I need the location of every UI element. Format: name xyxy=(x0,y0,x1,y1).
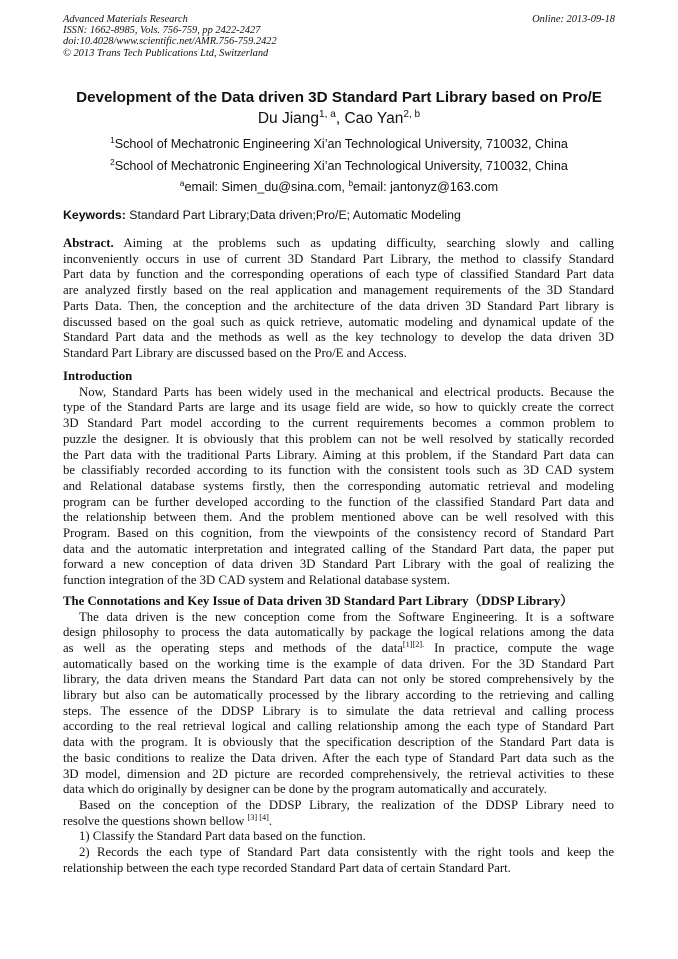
line-text: Part data by function and the corresponding operations of each type of classified Standard Part data xyxy=(63,267,614,282)
affiliation xyxy=(0,137,678,151)
text-line xyxy=(63,236,614,252)
affiliation-text: School of Mechatronic Engineering Xi’an Technological University, 710032, China xyxy=(114,137,568,151)
line-text: data and the automatic interpretation and integrated calling of the Standard Part data, the paper put xyxy=(63,541,614,556)
text-line xyxy=(63,657,614,673)
line-text: the Part data with the traditional Parts Library. Aiming at this problem, if the Standard Part data can xyxy=(63,447,614,462)
line-text: function integration of the 3D CAD system and Relational database system. xyxy=(63,573,451,588)
abstract xyxy=(63,236,614,362)
line-text: inconveniently occurs in use of current 3D Standard Part Library, the method to classify Standard xyxy=(63,251,614,266)
text-line xyxy=(63,861,614,877)
line-text: library, the data driven means the Standard Part data can not only be stored comprehensively by the xyxy=(63,672,614,687)
text-line xyxy=(63,735,614,751)
text-line xyxy=(63,573,614,589)
line-text: are analyzed firstly based on the real application and management requirements of the 3D Standard xyxy=(63,283,614,298)
email-text: email: Simen_du@sina.com, xyxy=(184,180,349,194)
line-text: forward a new conception of data driven 3D Standard Part Library with the goal of realizing the xyxy=(63,557,614,572)
line-text: puzzle the designer. It is obviously that this problem can not be well resolved by statically recorded xyxy=(63,431,614,446)
text-line xyxy=(63,782,614,798)
line-text: In practice, compute the wage xyxy=(424,640,614,655)
line-text: Aiming at the problems such as updating difficulty, searching slowly and calling xyxy=(113,236,614,250)
citation: [3] [4] xyxy=(247,812,269,822)
affiliation xyxy=(0,159,678,173)
text-line xyxy=(63,625,614,641)
abstract-label: Abstract. xyxy=(63,236,114,250)
text-line xyxy=(63,829,614,845)
line-text: Based on the conception of the DDSP Library, the realization of the DDSP Library need to xyxy=(79,797,614,812)
text-line xyxy=(63,315,614,331)
text-line xyxy=(63,330,614,346)
text-line xyxy=(63,542,614,558)
text-line xyxy=(63,416,614,432)
line-text: type of the Standard Parts are large and its usage field are wide, so how to quickly create the correct xyxy=(63,400,614,415)
line-text: data with the program. It is obviously that the specification description of the Standard Part data is xyxy=(63,735,614,750)
text-line xyxy=(63,719,614,735)
line-text: 2) Records the each type of Standard Part data consistently with the right tools and keep the xyxy=(79,845,614,860)
author-name: Du Jiang xyxy=(257,110,320,127)
line-text: according to the real retrieval logical and calling relationship among the each type of Standard Part xyxy=(63,719,614,734)
copyright: © 2013 Trans Tech Publications Ltd, Switzerland xyxy=(63,47,269,59)
line-text: The data driven is the new conception come from the Software Engineering. It is a software xyxy=(79,609,614,624)
text-line xyxy=(63,432,614,448)
text-line xyxy=(63,751,614,767)
keywords-text: Standard Part Library;Data driven;Pro/E; Automatic Modeling xyxy=(125,208,461,222)
text-line xyxy=(63,448,614,464)
keywords-label: Keywords: xyxy=(63,208,126,222)
citation: [1][2]. xyxy=(402,639,425,649)
line-text: relationship between the each type recorded Standard Part data of certain Standard Part. xyxy=(63,860,511,875)
line-text: 3D model, dimension and 2D picture are recorded comprehensively, the retrieval activities to these xyxy=(63,766,614,781)
journal-header xyxy=(63,14,277,59)
text-line xyxy=(63,495,614,511)
line-text: 1) Classify the Standard Part data based on the function. xyxy=(79,829,366,844)
line-text: Parts Data. Then, the conception and the architecture of the data driven 3D Standard Part library is xyxy=(63,298,614,313)
line-text: and Relational database systems firstly, then the corresponding automatic retrieval and modeling xyxy=(63,478,614,493)
text-line xyxy=(63,346,614,362)
text-line xyxy=(63,299,614,315)
text-line xyxy=(63,400,614,416)
line-text: Standard Part data and the methods as well as the key technology to develop the data driven 3D xyxy=(63,330,614,345)
keywords xyxy=(63,208,461,222)
text-line xyxy=(63,814,614,830)
text-line xyxy=(63,672,614,688)
line-text: 3D Standard Part model according to the current requirements becomes a common problem to xyxy=(63,416,614,431)
line-text: Standard Part Library are discussed based on the Pro/E and Access. xyxy=(63,345,407,360)
authors: Du Jiang$^{1, a}$, Cao Yan$^{2, b}$ xyxy=(257,108,421,127)
author-sup: 1, a xyxy=(319,108,336,120)
text-line xyxy=(63,283,614,299)
text-line xyxy=(63,252,614,268)
section-heading: Introduction xyxy=(63,369,133,383)
journal-name: Advanced Materials Research xyxy=(63,14,188,25)
text-line xyxy=(63,479,614,495)
email-text: email: jantonyz@163.com xyxy=(353,180,499,194)
author-sup: 2, b xyxy=(403,108,421,120)
email-sup: a xyxy=(179,178,185,188)
emails xyxy=(0,180,678,194)
line-text: be classifiably recorded according to its function with the consistent tools such as 3D CAD system xyxy=(63,463,614,478)
text-line xyxy=(63,704,614,720)
text-line xyxy=(63,557,614,573)
email-sup: b xyxy=(348,178,353,188)
text-line xyxy=(63,610,614,626)
issn: ISSN: 1662-8985, Vols. 756-759, pp 2422-2427 xyxy=(63,25,261,37)
line-text: library but also can be automatically processed by the library according to the retrieving and calling xyxy=(63,688,614,703)
line-text: the basic conditions to realize the Data driven. After the each type of Standard Part data such as the xyxy=(63,750,614,765)
line-text: steps. The essence of the DDSP Library is to simulate the data retrieval and calling process xyxy=(63,703,614,718)
line-text: design philosophy to process the data automatically by package the logical relations among the data xyxy=(63,625,614,640)
line-text: Program. Based on this cognition, from the viewpoints of the consistency record of Standard Part xyxy=(63,526,614,541)
text-line xyxy=(63,463,614,479)
line-text: program can be further developed according to the function of the classified Standard Part data and xyxy=(63,494,614,509)
affiliation-sup: 2 xyxy=(110,157,115,167)
paper-title: Development of the Data driven 3D Standard Part Library based on Pro/E xyxy=(76,89,602,106)
affiliation-text: School of Mechatronic Engineering Xi’an Technological University, 710032, China xyxy=(114,159,568,173)
text-line xyxy=(63,385,614,401)
section-heading: The Connotations and Key Issue of Data driven 3D Standard Part Library（DDSP Library） xyxy=(63,593,574,608)
line-text: discussed based on the goal such as quick retrieve, automatic modeling and dynamical update of the xyxy=(63,314,614,329)
online-date: Online: 2013-09-18 xyxy=(532,14,615,25)
text-line xyxy=(63,688,614,704)
body-sections xyxy=(63,369,614,877)
affiliation-sup: 1 xyxy=(110,135,115,145)
text-line xyxy=(63,526,614,542)
line-text: resolve the questions shown bellow xyxy=(63,813,248,828)
text-line xyxy=(63,845,614,861)
line-text: Now, Standard Parts has been widely used in the mechanical and electrical products. Because the xyxy=(79,384,614,399)
text-line xyxy=(63,641,614,657)
line-text: data which do originally by designer can be done by the program automatically and accurately. xyxy=(63,782,547,797)
text-line xyxy=(63,510,614,526)
text-line xyxy=(63,267,614,283)
line-text: . xyxy=(268,813,273,828)
line-text: automatically based on the working time is the example of data driven. For the 3D Standard Part xyxy=(63,656,614,671)
text-line xyxy=(63,798,614,814)
text-line xyxy=(63,767,614,783)
doi: doi:10.4028/www.scientific.net/AMR.756-759.2422 xyxy=(63,36,277,48)
line-text: the relationship between them. And the problem mentioned above can be well resolved with this xyxy=(63,510,614,525)
line-text: as well as the operating steps and methods of the data xyxy=(63,640,403,655)
author-name: Cao Yan xyxy=(344,110,404,127)
